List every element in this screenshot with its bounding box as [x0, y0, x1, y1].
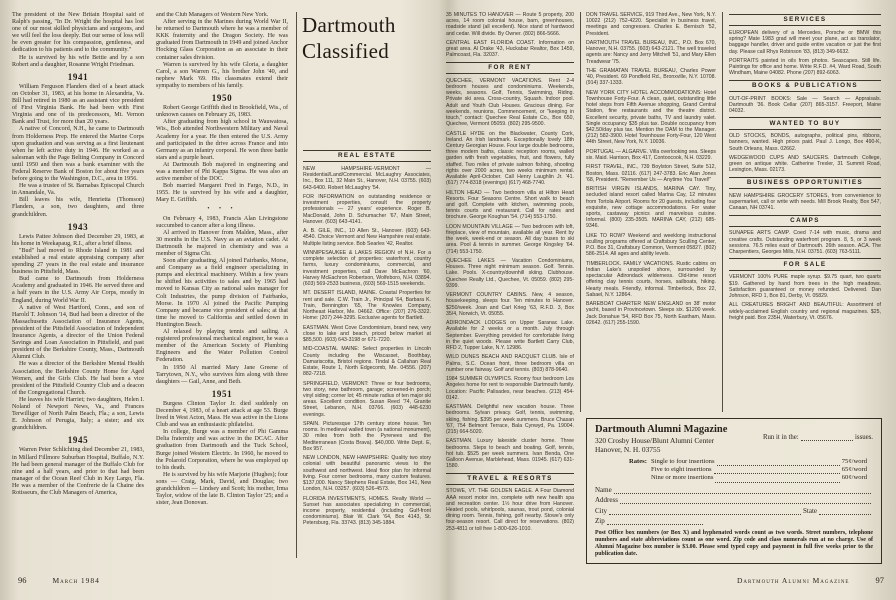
- section-heading: FOR RENT: [446, 62, 574, 74]
- paragraph-continued: The president of the New Britain Hospital said of Ralph's passing, "In Dr. Wright the hospital has lost one of our most skilled physicians and surgeons, and we will feel the loss deeply. But our sense of loss will be even greater for his compassion, gentleness, and dedication to his patients and to the community.": [12, 12, 144, 54]
- paragraph: After serving in the Marines during World War II, he returned to Dartmouth where he was a member of KKK fraternity and the Dragon Society. He was graduated from Dartmouth in 1949 and joined Anchor Hocking Glass Corporation as an associate in their container sales division.: [156, 19, 288, 61]
- classified-ad: EASTMAN. West Cove Condominium, brand new, very close to lake and beach, priced below market at $85,500. (603) 643-3198 or 671-7220.: [303, 324, 431, 343]
- left-page-footer: [18, 575, 100, 585]
- run-in-issues-line: [763, 434, 873, 441]
- paragraph: Al relaxed by playing tennis and sailing. A registered professional mechanical engineer, he was a member of the American Society of Plumbing Engineers and the Water Pollution Control Federation.: [156, 329, 288, 364]
- paragraph: A native of Concord, N.H., he came to Dartmouth from Holderness Prep. He entered the Marine Corps upon graduation and was serving as a first lieutenant when he left active duty in 1946. He worked as a salesman with the Page Belting Company in Concord until 1950 and then was a bank examiner with the Federal Reserve Bank of Boston for about five years before going to the Washington, D.C., area in 1956.: [12, 126, 144, 183]
- classified-ad: SPAIN. Picturesque 17th century stone house. Ten rooms. In medieval walled town (a national monument), 30 miles from both the Pyrenees and the Mediterranean (Costa Brava). $40,000. Write Dept. E, Box 957.: [303, 420, 431, 452]
- classified-ad: WILD DUNES BEACH AND RACQUET CLUB. Isle of Palms, S.C. Ocean front, three bedroom villa on number one fairway. Golf and tennis. (803) 878-9640.: [446, 354, 574, 373]
- paragraph: A native of West Hartford, Conn., and son of Harold T. Johnson '14, Bud had been a director of the Massachusetts Association of Insurance Agents, president of the Pittsfield Association of Independent Insurance Agents, a director of the Union Federal Savings and Loan Association in Pittsfield, and past president of the Berkshire County, Mass., Dartmouth Alumni Club.: [12, 304, 144, 361]
- paragraph: He leaves his wife Harriet; two daughters, Helen I. Noland of Newport News, Va., and Frances Terwilliger of North Palm Beach, Fla.; a son, Lewis E. Johnson of Perugia, Italy; a sister; and six grandchildren.: [12, 396, 144, 432]
- section-heading: REAL ESTATE: [303, 150, 431, 162]
- zip-blank-line: [607, 518, 703, 525]
- classified-ad: VERMONT 100% PURE maple syrup. $9.75 quart, two quarts $19. Gathered by hand from trees in the high meadows. Satisfaction guaranteed or money refunded. Delivered. Dan Johnson, RFD 1, Box 81, Derby, Vt. 05829.: [729, 274, 881, 299]
- paragraph: Robert George Griffith died in Brookfield, Wis., of unknown causes on February 26, 1983.: [156, 105, 288, 119]
- class-year-heading: 1951: [211, 388, 233, 399]
- classified-ad: FIRST TRAVEL, INC., 739 Boylston Street, Suite 512, Boston, Mass. 02116. (617) 247-3783. Eric Alan Jones '68, President. "Remember Us — Anytime You Travel!": [586, 164, 716, 183]
- column-rule: [296, 12, 297, 558]
- right-page-footer: [737, 575, 884, 585]
- rates-label: Rates:: [629, 458, 647, 465]
- paragraph: Warren Peter Schlichting died December 21, 1983, in Millard Fillmore Suburban Hospital, Buffalo, N.Y. He had been general manager of the Buffalo Club for nine and a half years, and prior to that had been manager of the Ocean Reef Club in Key Largo, Fla. He was a member of the Confrerie de la Chaine des Rotisseurs, the Club Managers of America,: [12, 447, 144, 496]
- section-heading: TRAVEL & RESORTS: [446, 473, 574, 485]
- classified-ad: NEW YORK CITY HOTEL ACCOMMODATIONS: Hotel Townhouse Forty-Four. A clean, quiet, outstanding little hotel steps from Fifth Avenue shopping, Grand Central Station, fine restaurants and the theatre district. Excellent security, private baths, TV and laundry valet. Single occupancy $35 plus tax. Double occupancy from $42.50/day plus tax. Mention the DAM to the Manager. (212) 582-3900. Hotel Townhouse Forty-Four, 120 West 44th Street, New York, N.Y. 10036.: [586, 89, 716, 146]
- classified-ad: NEW LONDON, NEW HAMPSHIRE: Quality two story colonial with beautiful panoramic views to the southwest and northwest. Ideal floor plan for informal living. Four corner bedrooms, many custom features. $137,000. Nancy Stephens Real Estate, Box 141, New London, N.H. 03257. (603) 526-4573.: [303, 455, 431, 493]
- class-year-heading: 1950: [211, 93, 233, 104]
- state-blank-line: [819, 508, 871, 515]
- classified-ad: STOWE, VT. THE GOLDEN EAGLE. A Four Diamond AAA resort motor inn, complete with new health spa and recreation center. 1½ hour drive from Hanover. Heated pools, whirlpools, saunas, trout pond, colonial dining room. Tennis, fishing, golf nearby. Stowe's only four-season resort. Call direct for reservations. (802) 253-4811 or toll free 1-800-626-1010.: [446, 488, 574, 532]
- paragraph: Soon after graduating, Al joined Fairbanks, Morse, and Company as a field engineer specializing in pumps and electrical machinery. Within a few years he shifted his activities to sales and by 1965 had moved to Kansas City as national sales manager for Colt Industries, the pump division of Fairbanks, Morse. In 1970 Al joined the Pacific Pumping Company and became vice president of sales; at that time he moved to California and settled down in Huntington Beach.: [156, 258, 288, 328]
- classified-ad: OUT-OF-PRINT BOOKS: Sale — Search — Appraisals. Dartmouth '36. Book Cellar (207) 865-3157. Freeport, Maine 04032.: [729, 95, 881, 114]
- address-label: Address: [595, 496, 618, 505]
- classified-ad: MT. DESERT ISLAND, MAINE. Coastal Properties for rent and sale. C.W. Train Jr., Principal '64, Barbara K. Train, Bennington '65, The Knowles Company, Northeast Harbor, Me. 04662. Office: (207) 276-3322. Home: (207) 244-3295. Exclusive agents for Bartlett.: [303, 290, 431, 322]
- rate-row: [651, 466, 867, 474]
- section-heading: FOR SALE: [729, 258, 881, 270]
- obituary-column-2: [156, 12, 288, 558]
- issue-date: March 1984: [52, 576, 100, 585]
- coupon-magazine-name: Dartmouth Alumni Magazine: [595, 424, 728, 435]
- dotted-leader: [715, 476, 839, 483]
- classified-ad: PORTUGAL — ALGARVE. Villa overlooking sea. Sleeps six. Maid. Harrison, Box 417, Contoocook, N.H. 03229.: [586, 148, 716, 162]
- paragraph: Al arrived in Hanover from Malden, Mass., after 30 months in the U.S. Navy as an aviation cadet. At Dartmouth he majored in chemistry and was a member of Sigma Chi.: [156, 229, 288, 257]
- paragraph: He is survived by his wife Bettie and by a son Robert and a daughter, Rosanne Wright Friedman.: [12, 54, 144, 68]
- class-year-heading: 1941: [67, 71, 89, 82]
- coupon-header: [595, 424, 873, 454]
- classified-ad: VERMONT COUNTRY CABINS. New, 4 season, housekeeping, sleeps four. Ten minutes to Hanover. $250/week. Joan and Carl Krieg '63, R.F.D. 3, Box 35/4, Norwich, Vt. 05055.: [446, 292, 574, 317]
- paragraph-continued: and the Club Managers of Western New York.: [156, 12, 269, 18]
- classified-ad: EASTMAN. Delightful new vacation house. Three bedrooms. Sylvan privacy. Golf, tennis, swimming, skiing, fishing. $395 per week summers. Bruce Chasan '67, 754 Belmont Terrace, Bala Cynwyd, Pa. 19004. (215) 664-5020.: [446, 404, 574, 435]
- section-heading: CAMPS: [729, 215, 881, 227]
- class-year-heading: 1943: [67, 221, 89, 232]
- classified-ad: MID-COASTAL MAINE: Select properties in Lincoln County including the Wiscasset, Boothbay, Damariscotta, Bristol regions. Tindal & Callahan Real Estate, Route 1, North Edgecomb, Me. 04556. (207) 882-7218.: [303, 346, 431, 378]
- rate-value: 60¢/word: [841, 474, 867, 482]
- classified-ad: OLD STOCKS, BONDS, autographs, political pins, ribbons, banners, wanted. High prices paid. Paul J. Longo, Box 490-K, South Orleans, Mass. 02662.: [729, 133, 881, 152]
- right-page-number: 97: [875, 575, 884, 585]
- rate-rows: [651, 458, 867, 483]
- paragraph: At Dartmouth Bob majored in engineering and was a member of Phi Kappa Sigma. He was also an active member of the DOC.: [156, 161, 288, 183]
- classified-ad: EUROPEAN delivery of a Mercedes, Porsche or BMW this spring? Mate 1983 grad will meet your plane, act as translator, baggage handler, driver and guide entire vacation or just the first day. Please call Rhys Robinson '83, (813) 349-6632.: [729, 29, 881, 55]
- classified-ad: NEW HAMPSHIRE-VERMONT — Residential/Land/Commercial. McLaughry Associates, Inc., Box 111, 32 Main St., Hanover, N.H. 03755. (603) 643-6400. Robert McLaughry '54.: [303, 165, 431, 191]
- classified-column-services: [729, 12, 881, 414]
- classified-ad: LOON MOUNTAIN VILLAGE — Two bedroom with loft, fireplace, view of mountain, available all year. Rent by the week, week-end or season. All day buses to ski area. Pool & tennis in summer. George Kingsley '64. (714) 553-1750.: [446, 223, 574, 255]
- name-blank-line: [614, 487, 871, 494]
- rate-row: [651, 458, 867, 466]
- classified-ad: FLORIDA INVESTMENTS, HOMES. Realty World — Sunset has associates specializing in commercial, income property, residential (including Gulf-front condominiums). Blair W. Clark '64, Box 4143, St. Petersburg, Fla. 33743. (813) 345-1884.: [303, 495, 431, 527]
- coupon-fields: [595, 486, 873, 526]
- paragraph: He is survived by his wife Marjorie (Hughes); four sons — Craig, Mark, David, and Douglas; two grandchildren — Lindsey and Scott; his mother, Irma Taylor, widow of the late B. Clinton Taylor '25; and a sister, Jean Donovan.: [156, 471, 288, 507]
- city-state-field-row: [595, 507, 873, 515]
- class-year-heading: 1945: [67, 435, 89, 446]
- masthead-line-2: Classified: [302, 39, 389, 63]
- city-label: City: [595, 506, 608, 515]
- paragraph: Burgess Clinton Taylor Jr. died suddenly on December 4, 1983, of a heart attack at age 53. Burge lived in West Acton, Mass. He was active in the Lions Club and was an enthusiastic philatelist.: [156, 400, 288, 429]
- classified-ad: PORTRAITS painted in oils from photos. Seascapes. Still life. Paintings for office and home. Write R.F.D. #4, Ward Road, South Windham, Maine 04082. Phone (207) 892-6063.: [729, 57, 881, 77]
- name-field-row: [595, 486, 873, 494]
- coupon-fine-print: Post Office box numbers (or Box X) and hyphenated words count as two words. Street numbers, telephone numbers and state abbreviations count as one word. Zip code and class numerals run at no charge. Use of Alumni Magazine box number is $3.00. Please send typed copy and payment in full five weeks prior to the publication date.: [595, 530, 873, 557]
- classified-ad: EASTMAN. Luxury lakeside cluster home. Three bedrooms. Steps to beach and boating. Golf, tennis, hot tub. $525 per week summers. Ivan Benda, One Galloon Avenue, Marblehead, Mass. 01945. (617) 631-1580.: [446, 438, 574, 470]
- classified-ad: WINNIPESAUKEE & LAKES REGION of N.H. For a complete selection of properties: waterfront, country farms, luxury condominiums, commercial, and investment properties, call Dave McEachron '60, Harvey McEachron Robertson, Wolfeboro, N.H. 03894. (603) 569-2533 business, (603) 569-1515 weekends.: [303, 249, 431, 287]
- paragraph: He was a trustee of St. Barnabas Episcopal Church in Annandale, Va.: [12, 183, 144, 197]
- classified-ad: NEW HAMPSHIRE GROCERY STORES, from convenience to supermarket, call or write with needs. Mill Brook Realty, Box 547, Canaan, NH 03741.: [729, 192, 881, 212]
- dotted-leader: [717, 459, 840, 466]
- classified-masthead: [302, 12, 396, 64]
- paragraph: He was a director of the Berkshire Mental Health Association, the Berkshire County Home for Aged Women, and the Girls Club. He had been a vice president of the Pittsfield Country Club and a deacon of the Congregational Church.: [12, 361, 144, 396]
- paragraph: "Bud" had moved to Rhode Island in 1981 and established a real estate appraising company after spending 27 years in the real estate and insurance business in Pittsfield, Mass.: [12, 247, 144, 276]
- zip-label: Zip: [595, 517, 605, 526]
- entry-divider: • • •: [207, 206, 237, 213]
- rate-value: 65¢/word: [841, 466, 867, 474]
- classified-ad: FOR INFORMATION on outstanding residence or investment properties, consult the property professionals — 27 years' experience. Roger B. MacDonald, John D. Schumacher '67, Main Street, Hanover. (603) 643-4141.: [303, 193, 431, 225]
- classified-ad: 1984 SUMMER OLYMPICS. Roomy four bedroom Los Angeles home for rent to responsible Dartmouth family. Location: Pacific Palisades, near beaches. (213) 454-0142.: [446, 376, 574, 401]
- paragraph: In 1950 Al married Mary Jane Greene of Tarrytown, N.Y., who survives him along with three daughters — Gail, Anne, and Beth.: [156, 364, 288, 385]
- coupon-address-line-2: Hanover, N. H. 03755: [595, 445, 661, 454]
- classified-ad: DON TRAVEL SERVICE, 919 Third Ave., New York, N.Y. 10022 (212) 752-4220. Specialist in business travel, meetings and congresses. Charles E. Bernisch '52, President.: [586, 12, 716, 37]
- section-heading: BOOKS & PUBLICATIONS: [729, 80, 881, 92]
- address-blank-line: [620, 497, 871, 504]
- classified-ad: SPRINGFIELD, VERMONT: Three or four bedrooms, two story, new bathroom, garage; screened-in porch; vinyl siding; corner lot; 45 minute radius of ten major ski areas. Excellent condition. Susan Reed '74, Granite Street, Lebanon, N.H. 03766. (603) 448-6230 evenings.: [303, 380, 431, 418]
- city-blank-line: [609, 508, 801, 515]
- rate-label: Single to four insertions: [650, 458, 715, 465]
- paragraph: Bob married Margaret Fred in Fargo, N.D., in 1955. He is survived by his wife and a daughter, Mary E. Griffith.: [156, 183, 288, 204]
- classified-ad: 35 MINUTES TO HANOVER — Route 5 property, 200 acres, 14 room colonial house, barn, greenhouses, roadside stand (all excellent). Nice stand of hardwood and cedar. Will divide. By Owner. (802) 866-5666.: [446, 12, 574, 37]
- paragraph: On February 4, 1983, Francis Alan Livingstone succumbed to cancer after a long illness.: [156, 215, 288, 229]
- classified-ad: WEDGEWOOD CUPS AND SAUCERS. Dartmouth College, green on antique white. Catherine Trexler, 31 Summit Road, Lexington, Mass. 02173.: [729, 155, 881, 174]
- coupon-address-line-1: 320 Crosby House/Blunt Alumni Center: [595, 436, 715, 445]
- state-label: State: [803, 506, 817, 515]
- dotted-leader: [714, 467, 840, 474]
- left-page-number: 96: [18, 575, 27, 585]
- paragraph: Bud came to Dartmouth from Holderness Academy and graduated in 1946. He served three and a half years in the U.S. Army Air Corps, mostly in England, during World War II.: [12, 276, 144, 304]
- address-field-row: [595, 496, 873, 504]
- classified-ad: ADIRONDACK LODGES on Upper Saranac Lake. Available for 2 weeks or a month. July through September. Everything provided for comfortable living in the quiet woods. Please write Bartlett Carry Club, RFD 2, Tupper Lake, N.Y. 12986.: [446, 320, 574, 351]
- classified-ad: A. B. GILE, INC., 10 Allen St., Hanover. (603) 643-4540. Choice Vermont and New Hampshire real estate. Multiple listing service. Bob Searles '42, Realtor.: [303, 228, 431, 247]
- paragraph: In college, Burge was a member of Phi Gamma Delta fraternity and was active in the DCAC. After graduation from Dartmouth and the Tuck School, Burge joined Western Electric. In 1960, he moved to the Polaroid Corporation, where he was employed up to his death.: [156, 429, 288, 471]
- column-rule: [580, 12, 581, 412]
- masthead-line-1: Dartmouth: [302, 13, 396, 37]
- dotted-leader: [801, 434, 853, 441]
- rate-value: 75¢/word: [841, 458, 867, 465]
- classified-ad: HILTON HEAD — Two bedroom villa at Hilton Head Resorts. Four Seasons Centre. Short walk to beach and golf. Complete with kitchen, swimming pools, tennis courts and restaurant. Call for rates and brochure. George Koughan '54. (714) 553-1750.: [446, 189, 574, 221]
- paragraph: Bill leaves his wife, Henrietta (Thomson) Flanders, a son, two daughters, and three grandchildren.: [12, 197, 144, 218]
- classified-ad: CASTLE HYDE on the Blackwater, County Cork, Ireland. An Irish landmark. Exceptionally lovely 18th Century Georgian House. Four large double bedrooms, three modern baths, classic reception rooms, walled garden with fresh vegetables, fruit, and flowers, fully staffed. Two miles of private salmon fishing, shooting rights over 2000 acres, two weeks minimum rental. Available April-October. Call Henry Laughlin Jr. '41. (617) 774-8318 (evenings) (617) 468-7740.: [446, 130, 574, 187]
- classified-ad: BAREBOAT CHARTER NEW ENGLAND on 38' motor yacht, based in Provincetown. Sleeps six. $1200 week. Jack Donahue '54, RFD Box 75, North Eastham, Mass. 02642. (617) 255-1590.: [586, 301, 716, 326]
- classified-ad: LIKE TO ROW? Weekend and weeklong instructional sculling programs offered at Craftsbury Sculling Center, P.O. Box 31, Craftsbury Common, Vermont 05827. (802) 586-2514. All ages and ability levels.: [586, 232, 716, 258]
- classified-ad: TIMBERLOCK. FAMILY VACATIONS. Rustic cabins on Indian Lake's unspoiled shore, surrounded by spectacular Adirondack wilderness. Old-time resort offering clay tennis courts, horses, sailboats, hiking. Hearty meals. Friendly, informal. Timberlock, Box 22, Sabael, N.Y. 12864.: [586, 260, 716, 298]
- paragraph: Warren is survived by his wife Gloria, a daughter Carol, a son Warren G., his brother John '40, and nephew Mark '69. His classmates extend their sympathy to members of his family.: [156, 61, 288, 89]
- obituary-column-1: [12, 12, 144, 558]
- rate-row: [651, 474, 867, 482]
- name-label: Name: [595, 485, 612, 494]
- rate-label: Nine or more insertions: [650, 474, 714, 482]
- paragraph: After graduating from high school in Wauwatosa, Wis., Bob attended Northwestern Military and Naval Academy for a year. He then entered the U.S. Army and participated in the drive across France and into Germany as an infantry corporal. He won three battle stars and a purple heart.: [156, 119, 288, 161]
- classified-ad: SUNAPEE ARTS CAMP. Coed 7-14 with music, drama and creative crafts. Outstanding waterfront program. 8, 5, or 3 week sessions. 76.5 miles east of Dartmouth. 26th season. ACA. The Charpentiers, Georges Mills, N.H. 03751. (603) 763-5111.: [729, 230, 881, 256]
- classified-ad: THE GRAMATAN TRAVEL BUREAU, Charles Power '40, President. 69 Pondfield Rd., Bronxville, N.Y. 10708. (914) 337-1333.: [586, 68, 716, 87]
- section-heading: BUSINESS OPPORTUNITIES: [729, 177, 881, 189]
- classified-ad: CENTRAL EAST FLORIDA COAST. Information on great area. Al Drake '43, Huckabar Realtor, Box 1459, Palmcoast, Fla. 32037.: [446, 40, 574, 59]
- classified-ad: QUECHEE, VERMONT VACATIONS. Rent 2-4 bedroom houses and condominiums. Weekends, weeks, seasons. Golf, Tennis, Swimming, Riding. Private ski area. Cross-country, Squash. Indoor pool. Adult and Youth Club Houses. Gracious dining. For weekends, reunions, Commencement, or "keeping in touch," contact: Quechee Real Estate Co., Box 650, Quechee, Vermont 05059. (802) 295-9500.: [446, 77, 574, 128]
- classified-ad: DARTMOUTH TRAVEL BUREAU, INC., P.O. Box 670, Hanover, N.H. 03755. (603) 643-2121. The well traveled agents are: Nancy and Jerry Mitchell '51, and Mary Ellen Treadwear '75.: [586, 40, 716, 65]
- run-prefix-label: Run it in the:: [763, 434, 799, 441]
- paragraph: Lewis Pattee Johnson died December 29, 1983, at his home in Weekapaug, R.I., after a brief illness.: [12, 233, 144, 247]
- classified-ad: BRITISH VIRGIN ISLANDS, MARINA CAY. Tiny, secluded island resort called Marina Cay, 12 minutes from Tortola Airport. Rooms for 20 guests, including four exquisite, new cottage accommodations. For water sports, castaway picnics and marvelous cuisine. Informal. (800) 235-3505. MARINA CAY, (212) 685-9346.: [586, 186, 716, 230]
- classified-column-for-rent: [446, 12, 574, 558]
- zip-field-row: [595, 517, 873, 525]
- classified-column-real-estate: [303, 148, 431, 558]
- classified-order-form: [586, 418, 882, 564]
- rate-label: Five to eight insertions: [650, 466, 712, 474]
- classified-column-travel: [586, 12, 716, 414]
- section-heading: SERVICES: [729, 14, 881, 26]
- section-heading: WANTED TO BUY: [729, 117, 881, 129]
- column-rule: [722, 12, 723, 412]
- coupon-address-block: [595, 424, 727, 454]
- paragraph: William Ferguson Flanders died of a heart attack on October 31, 1983, at his home in Alexandria, Va. Bill had retired in 1980 as an assistant vice president of First Virginia Bank. He had been with First Virginia and one of its predecessors, Mt. Vernon Bank and Trust, for more than 20 years.: [12, 83, 144, 126]
- rates-block: [595, 458, 873, 483]
- classified-ad: ALL CREATURES BRIGHT AND BEAUTIFUL: Assortment of widely-acclaimed English country and regional magazines. $25, freight paid. Box 235H, Waterbury, Vt. 05676.: [729, 302, 881, 321]
- classified-ad: QUECHEE LAKES — Vacation Condominiums, Houses. Three night minimum season. Golf. Tennis. Lake. Pools. X-country/downhill skiing. Clubhouse. Quechee Realty Ltd., Quechee, Vt. 05059. (802) 295-9399.: [446, 257, 574, 289]
- magazine-title-footer: Dartmouth Alumni Magazine: [737, 576, 850, 585]
- run-suffix-label: issues.: [855, 434, 873, 441]
